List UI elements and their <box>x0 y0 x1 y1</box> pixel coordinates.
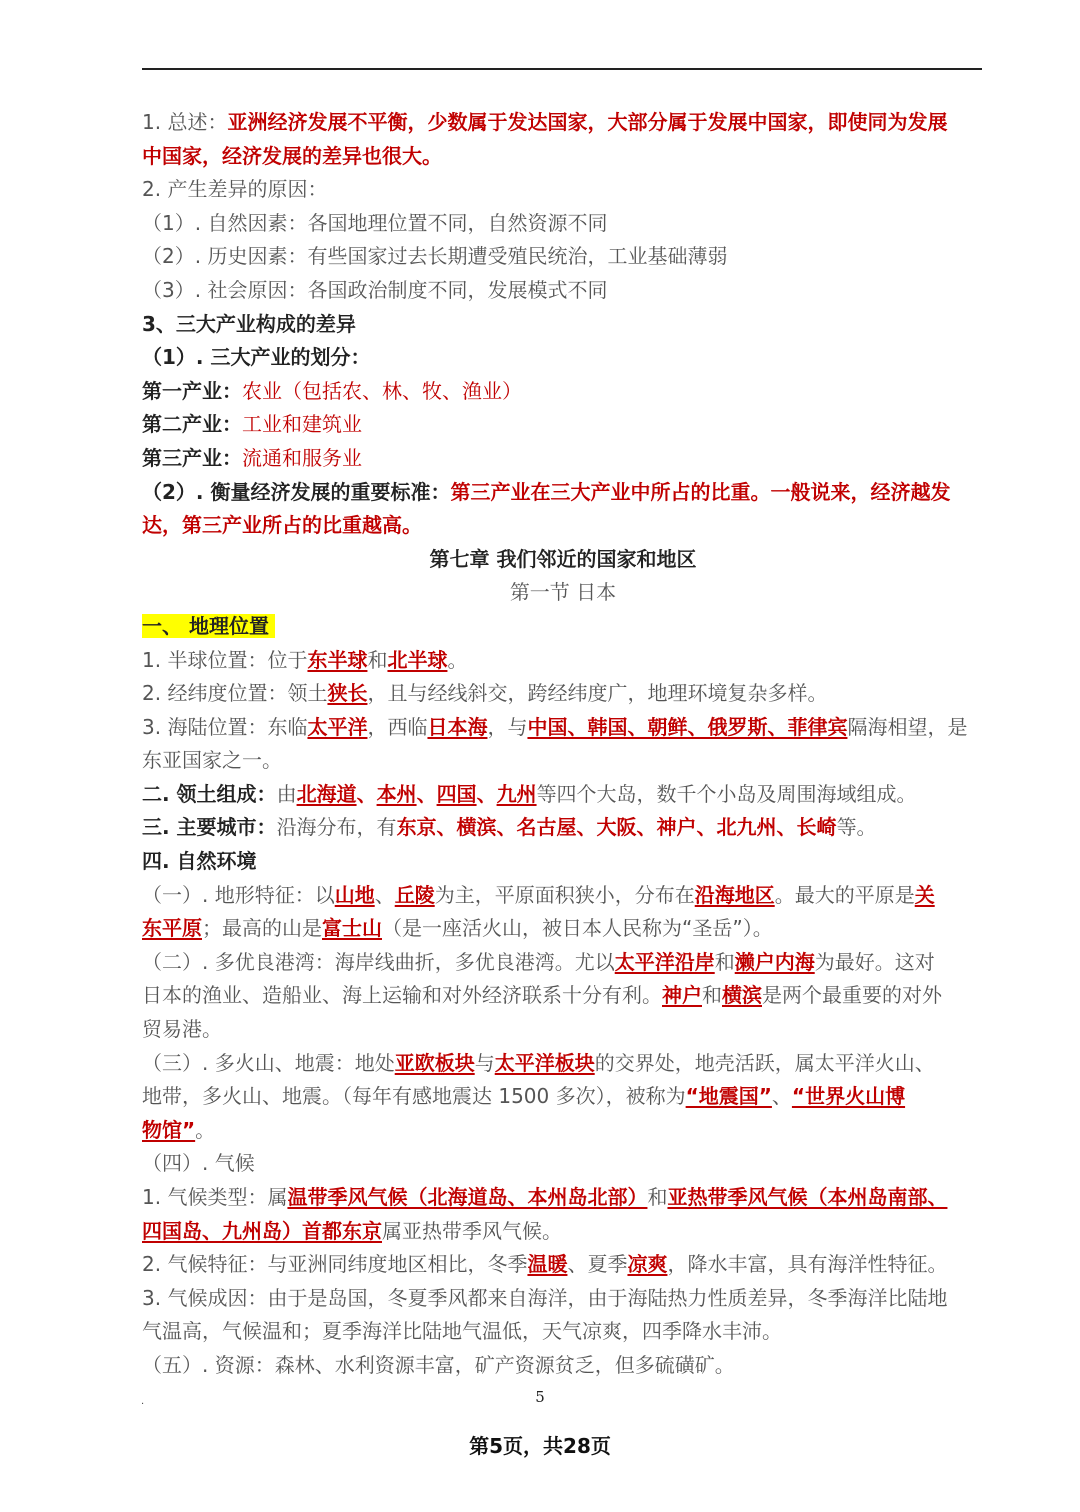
highlighted-heading: 一、 地理位置 <box>142 614 275 638</box>
text-line <box>142 946 984 980</box>
emphasis-text: 四国 <box>436 781 477 806</box>
text-segment: 1. 气候类型：属 <box>142 1185 288 1209</box>
emphasis-text: 丘陵 <box>394 882 435 907</box>
text-segment: 、 <box>374 882 395 907</box>
text-segment: 第一节 日本 <box>509 580 617 605</box>
emphasis-text: 温暖 <box>527 1252 568 1277</box>
emphasis-text: 、 <box>356 781 377 806</box>
emphasis-text: 神户 <box>662 983 702 1008</box>
text-line <box>142 240 984 274</box>
text-segment: 。 <box>447 647 468 672</box>
text-segment: （三）. 多火山、地震：地处 <box>142 1050 395 1075</box>
page-indicator: 第5页，共28页 <box>469 1434 611 1458</box>
emphasis-text: 日本海 <box>427 714 488 739</box>
text-line <box>142 811 984 845</box>
text-line <box>142 744 984 778</box>
text-segment: 3. 海陆位置：东临 <box>142 714 308 739</box>
text-segment: 2. 经纬度位置：领土 <box>142 681 328 706</box>
page-number: 5 <box>535 1388 545 1406</box>
text-line <box>142 476 984 510</box>
text-line <box>142 711 984 745</box>
text-segment: （是一座活火山，被日本人民称为“圣岳”）。 <box>382 916 773 941</box>
text-segment: 、 <box>771 1084 792 1109</box>
text-segment: 1. 总述： <box>142 110 228 134</box>
emphasis-text: 太平洋板块 <box>494 1050 595 1075</box>
text-segment: 地带，多火山、地震。（每年有感地震达 1500 多次），被称为 <box>142 1084 686 1109</box>
text-segment: （3）. 社会原因：各国政治制度不同，发展模式不同 <box>142 277 608 302</box>
text-line <box>142 173 984 207</box>
emphasis-text: 中国家，经济发展的差异也很大。 <box>142 143 442 168</box>
emphasis-text: 温带季风气候（北海道岛、本州岛北部） <box>287 1185 648 1209</box>
text-line <box>142 509 984 543</box>
text-line <box>142 979 984 1013</box>
text-segment: 为主，平原面积狭小，分布在 <box>434 882 695 907</box>
text-segment: 与 <box>474 1050 495 1075</box>
text-line <box>142 1080 984 1114</box>
text-line <box>142 1114 984 1148</box>
text-segment: ；最高的山是 <box>202 916 322 941</box>
text-line <box>142 879 984 913</box>
text-segment: （1）. 自然因素：各国地理位置不同，自然资源不同 <box>142 210 608 235</box>
text-segment: 。 <box>195 1117 216 1142</box>
emphasis-text: 沿海地区 <box>694 882 775 907</box>
text-segment: 三. 主要城市： <box>142 815 277 840</box>
emphasis-text: 本州 <box>376 781 417 806</box>
emphasis-text: 中国、韩国、朝鲜、俄罗斯、菲律宾 <box>527 714 848 739</box>
emphasis-text: 富士山 <box>322 916 382 941</box>
text-line <box>142 1147 984 1181</box>
text-segment: 等四个大岛，数千个小岛及周围海域组成。 <box>536 781 917 806</box>
text-segment: （五）. 资源：森林、水利资源丰富，矿产资源贫乏，但多硫磺矿。 <box>142 1352 735 1377</box>
text-segment: 和 <box>702 983 722 1008</box>
text-segment: （二）. 多优良港湾：海岸线曲折，多优良港湾。尤以 <box>142 949 615 974</box>
text-line <box>142 308 984 342</box>
text-line <box>142 207 984 241</box>
text-segment: 的交界处，地壳活跃，属太平洋火山、 <box>594 1050 935 1075</box>
text-line <box>142 677 984 711</box>
text-segment: 日本的渔业、造船业、海上运输和对外经济联系十分有利。 <box>142 983 662 1008</box>
text-segment: （1）. 三大产业的划分： <box>142 345 371 370</box>
text-line <box>142 1047 984 1081</box>
emphasis-text: 物馆” <box>142 1117 196 1142</box>
text-line <box>142 442 984 476</box>
text-line <box>142 644 984 678</box>
text-segment: 属亚热带季风气候。 <box>382 1218 562 1243</box>
emphasis-text: 凉爽 <box>627 1252 668 1277</box>
text-line <box>142 912 984 946</box>
document-body <box>142 106 984 1383</box>
emphasis-text: 山地 <box>334 882 375 907</box>
emphasis-text: 濑户内海 <box>734 949 815 974</box>
text-segment: 第一产业： <box>142 378 242 403</box>
emphasis-text: “地震国” <box>685 1084 772 1109</box>
emphasis-text: 横滨 <box>722 983 762 1008</box>
text-line <box>142 1315 984 1349</box>
text-segment: 气温高，气候温和；夏季海洋比陆地气温低，天气凉爽，四季降水丰沛。 <box>142 1319 782 1344</box>
text-segment: 、夏季 <box>567 1252 628 1277</box>
text-line <box>142 375 984 409</box>
emphasis-text: 亚欧板块 <box>394 1050 475 1075</box>
text-line <box>142 1349 984 1383</box>
emphasis-text: 北半球 <box>387 647 448 672</box>
text-segment: 四. 自然环境 <box>142 849 257 874</box>
text-line <box>142 274 984 308</box>
emphasis-text: 九州 <box>496 781 537 806</box>
text-segment: 东亚国家之一。 <box>142 748 282 773</box>
text-segment: 由 <box>276 781 297 806</box>
text-line <box>142 1181 984 1215</box>
section-heading <box>142 543 984 577</box>
text-segment: 3、三大产业构成的差异 <box>142 311 356 336</box>
emphasis-text: 流通和服务业 <box>242 445 362 470</box>
text-segment: 第二产业： <box>142 412 242 437</box>
text-segment: 和 <box>714 949 735 974</box>
emphasis-text: 、 <box>416 781 437 806</box>
text-segment: ，与 <box>487 714 528 739</box>
emphasis-text: 东平原 <box>142 916 202 941</box>
text-segment: 3. 气候成因：由于是岛国，冬夏季风都来自海洋，由于海陆热力性质差异，冬季海洋比陆地 <box>142 1285 948 1310</box>
section-heading <box>142 576 984 610</box>
text-line <box>142 610 984 644</box>
header-rule <box>142 68 982 70</box>
emphasis-text: 工业和建筑业 <box>242 412 362 437</box>
text-segment: ，西临 <box>367 714 428 739</box>
text-line <box>142 1282 984 1316</box>
text-segment: 贸易港。 <box>142 1017 222 1042</box>
text-line <box>142 1248 984 1282</box>
text-segment: 等。 <box>836 815 877 840</box>
text-line <box>142 408 984 442</box>
text-segment: ，降水丰富，具有海洋性特征。 <box>667 1252 948 1277</box>
emphasis-text: 东京、横滨、名古屋、大阪、神户、北九州、长崎 <box>396 815 837 840</box>
text-segment: 和 <box>647 1185 668 1209</box>
text-segment: 2. 气候特征：与亚洲同纬度地区相比，冬季 <box>142 1252 528 1277</box>
text-line <box>142 341 984 375</box>
text-segment: （2）. 历史因素：有些国家过去长期遭受殖民统治，工业基础薄弱 <box>142 244 728 269</box>
emphasis-text: 太平洋 <box>307 714 368 739</box>
text-segment: 为最好。这对 <box>814 949 935 974</box>
emphasis-text: 达，第三产业所占的比重越高。 <box>142 513 422 538</box>
text-segment: 是两个最重要的对外 <box>762 983 942 1008</box>
text-line <box>142 845 984 879</box>
text-line <box>142 106 984 140</box>
text-segment: 2. 产生差异的原因： <box>142 177 328 202</box>
text-line <box>142 140 984 174</box>
text-segment: 和 <box>367 647 388 672</box>
text-segment: 第三产业： <box>142 445 242 470</box>
text-segment: 沿海分布，有 <box>276 815 397 840</box>
emphasis-text: 、 <box>476 781 497 806</box>
emphasis-text: 亚洲经济发展不平衡，少数属于发达国家，大部分属于发展中国家，即使同为发展 <box>227 110 948 134</box>
text-segment: 隔海相望，是 <box>847 714 968 739</box>
text-line <box>142 1013 984 1047</box>
text-line <box>142 1215 984 1249</box>
emphasis-text: 第三产业在三大产业中所占的比重。一般说来，经济越发 <box>450 479 951 504</box>
emphasis-text: 亚热带季风气候（本州岛南部、 <box>667 1185 948 1209</box>
text-segment: （四）. 气候 <box>142 1151 255 1176</box>
emphasis-text: 北海道 <box>296 781 357 806</box>
emphasis-text: 关 <box>914 882 935 907</box>
text-segment: 二. 领土组成： <box>142 781 277 806</box>
text-segment: 。最大的平原是 <box>774 882 915 907</box>
emphasis-text: 狭长 <box>327 681 368 706</box>
text-segment: ，且与经线斜交，跨经纬度广，地理环境复杂多样。 <box>367 681 828 706</box>
emphasis-text: 东半球 <box>307 647 368 672</box>
text-segment: （一）. 地形特征：以 <box>142 882 335 907</box>
text-segment: 第七章 我们邻近的国家和地区 <box>429 546 697 571</box>
text-line <box>142 778 984 812</box>
text-segment: 1. 半球位置：位于 <box>142 647 308 672</box>
emphasis-text: 农业（包括农、林、牧、渔业） <box>242 378 522 403</box>
emphasis-text: 四国岛、九州岛）首都东京 <box>142 1218 382 1243</box>
emphasis-text: “世界火山博 <box>791 1084 906 1109</box>
text-segment: （2）. 衡量经济发展的重要标准： <box>142 479 451 504</box>
footer-dot: . <box>141 1396 145 1407</box>
emphasis-text: 太平洋沿岸 <box>614 949 715 974</box>
